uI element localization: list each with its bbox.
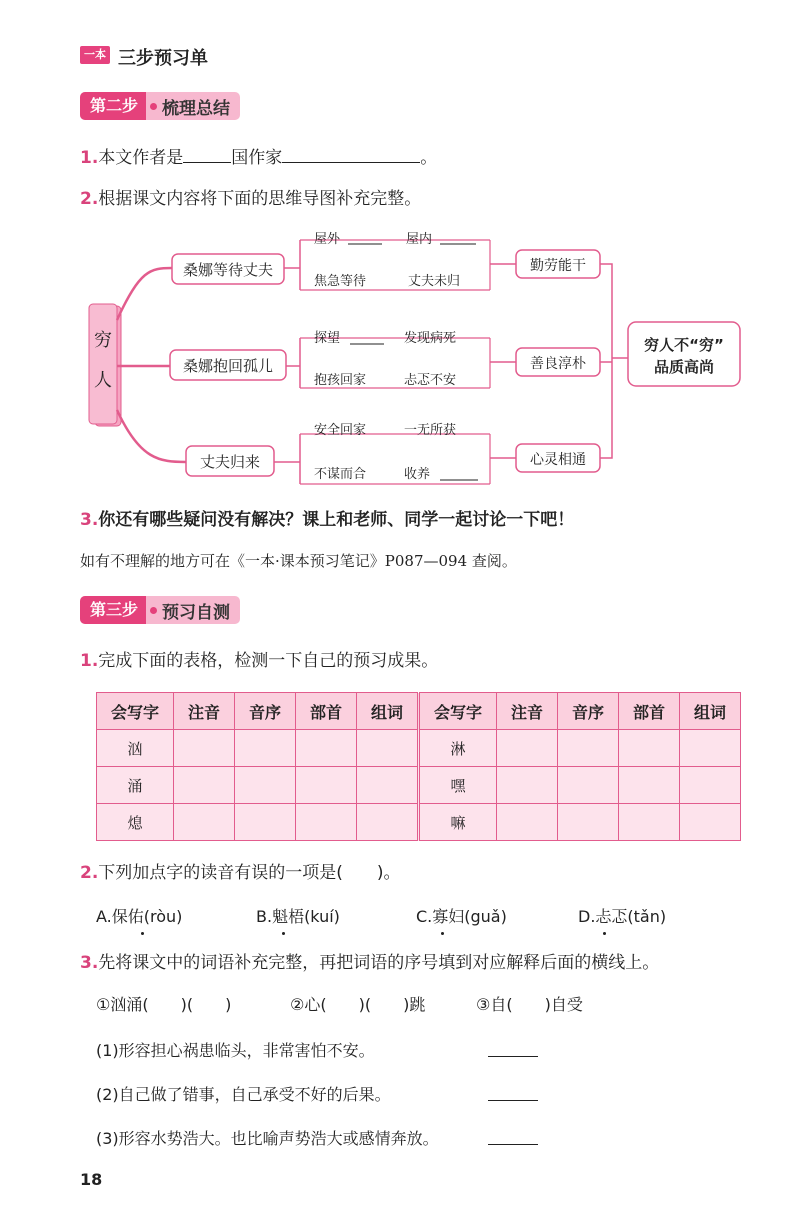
answer-cell[interactable] xyxy=(558,767,619,804)
option-d[interactable]: D.忐忑(tǎn) xyxy=(578,907,667,926)
answer-cell[interactable] xyxy=(296,804,357,841)
table-header-row xyxy=(97,693,741,730)
mindmap-item: 丈夫未归 xyxy=(408,274,461,289)
bullet-dot-icon xyxy=(150,607,157,614)
mindmap-item: 收养 xyxy=(404,467,431,482)
step2-question-3 xyxy=(80,509,574,531)
answer-cell[interactable] xyxy=(235,767,296,804)
answer-cell[interactable] xyxy=(619,730,680,767)
question-number: 1. xyxy=(80,651,99,671)
question-text: 本文作者是 xyxy=(98,148,184,168)
mindmap-summary-line2: 品质高尚 xyxy=(653,358,714,376)
mindmap-root-char2: 人 xyxy=(94,370,112,391)
page-header-title: 三步预习单 xyxy=(118,48,208,69)
table-char-cell: 涌 xyxy=(97,767,174,804)
table-row xyxy=(97,767,741,804)
answer-cell[interactable] xyxy=(235,730,296,767)
mindmap-branch-label: 桑娜抱回孤儿 xyxy=(182,357,273,375)
answer-cell[interactable] xyxy=(558,730,619,767)
answer-blank[interactable] xyxy=(488,1144,538,1145)
emphasis-dot-icon xyxy=(282,932,285,935)
answer-cell[interactable] xyxy=(296,730,357,767)
answer-cell[interactable] xyxy=(619,767,680,804)
table-char-cell: 淋 xyxy=(419,730,497,767)
question-number: 3. xyxy=(80,510,99,530)
mindmap-connector xyxy=(117,410,186,462)
table-header: 部首 xyxy=(296,693,357,730)
mindmap-root-box-front xyxy=(89,304,117,424)
step3-banner xyxy=(80,596,240,624)
definition-3: (3)形容水势浩大。也比喻声势浩大或感情奔放。 xyxy=(96,1129,439,1148)
answer-blank[interactable] xyxy=(488,1056,538,1057)
answer-cell[interactable] xyxy=(174,730,235,767)
mindmap-item: 发现病死 xyxy=(404,331,457,346)
question-number: 2. xyxy=(80,863,99,883)
question-text: 你还有哪些疑问没有解决？课上和老师、同学一起讨论一下吧！ xyxy=(98,510,575,530)
mindmap-item: 不谋而合 xyxy=(314,467,367,482)
table-header: 组词 xyxy=(680,693,741,730)
step3-question-2 xyxy=(80,862,401,884)
mindmap-item: 忐忑不安 xyxy=(404,373,457,388)
mindmap-item: 焦急等待 xyxy=(314,274,367,289)
mindmap-connector xyxy=(117,268,172,320)
mindmap-branch-label: 丈夫归来 xyxy=(199,453,260,471)
question-number: 3. xyxy=(80,953,99,973)
brand-logo: 一本 xyxy=(80,46,110,64)
mindmap-trait: 心灵相通 xyxy=(530,452,586,468)
mindmap-item: 抱孩回家 xyxy=(314,373,367,388)
mindmap-item: 探望 xyxy=(314,331,341,346)
answer-cell[interactable] xyxy=(174,804,235,841)
table-char-cell: 汹 xyxy=(97,730,174,767)
answer-cell[interactable] xyxy=(296,767,357,804)
table-header: 会写字 xyxy=(419,693,497,730)
emphasis-dot-icon xyxy=(141,932,144,935)
answer-cell[interactable] xyxy=(680,804,741,841)
option-a[interactable]: A.保佑(ròu) xyxy=(96,907,183,926)
step2-tag: 第二步 xyxy=(80,92,146,120)
definition-2: (2)自己做了错事，自己承受不好的后果。 xyxy=(96,1085,391,1104)
table-char-cell: 嘿 xyxy=(419,767,497,804)
table-row xyxy=(97,730,741,767)
table-row xyxy=(97,804,741,841)
question-text: 根据课文内容将下面的思维导图补充完整。 xyxy=(98,189,422,209)
mindmap-item: 屋内 xyxy=(406,232,433,247)
table-header: 音序 xyxy=(558,693,619,730)
answer-cell[interactable] xyxy=(357,730,419,767)
question-number: 1. xyxy=(80,148,99,168)
mindmap-trait: 善良淳朴 xyxy=(530,356,586,372)
question-text: 完成下面的表格，检测一下自己的预习成果。 xyxy=(98,651,439,671)
mind-map xyxy=(0,0,800,500)
option-c[interactable]: C.寡妇(guǎ) xyxy=(416,907,507,926)
mindmap-summary-line1: 穷人不“穷” xyxy=(644,336,724,354)
table-header: 部首 xyxy=(619,693,680,730)
emphasis-dot-icon xyxy=(603,932,606,935)
answer-cell[interactable] xyxy=(619,804,680,841)
answer-cell[interactable] xyxy=(497,730,558,767)
question-text: 先将课文中的词语补充完整，再把词语的序号填到对应解释后面的横线上。 xyxy=(98,953,660,973)
question-number: 2. xyxy=(80,189,99,209)
table-header: 会写字 xyxy=(97,693,174,730)
step3-tag: 第三步 xyxy=(80,596,146,624)
answer-cell[interactable] xyxy=(497,767,558,804)
question-text: 下列加点字的读音有误的一项是( )。 xyxy=(98,863,401,883)
emphasis-dot-icon xyxy=(441,932,444,935)
question-text: 。 xyxy=(420,148,438,168)
mindmap-item: 屋外 xyxy=(314,232,341,247)
table-header: 音序 xyxy=(235,693,296,730)
mindmap-item: 安全回家 xyxy=(314,423,367,438)
step3-question-3 xyxy=(80,952,659,974)
table-char-cell: 熄 xyxy=(97,804,174,841)
reference-note: 如有不理解的地方可在《一本·课本预习笔记》P087—094 查阅。 xyxy=(80,552,517,570)
word-item-2: ②心( )( )跳 xyxy=(290,995,426,1014)
table-header: 组词 xyxy=(357,693,419,730)
answer-cell[interactable] xyxy=(680,767,741,804)
table-header: 注音 xyxy=(497,693,558,730)
answer-cell[interactable] xyxy=(357,804,419,841)
mindmap-branch-label: 桑娜等待丈夫 xyxy=(182,261,273,279)
mindmap-trait: 勤劳能干 xyxy=(530,258,586,274)
step3-label: 预习自测 xyxy=(162,602,231,623)
step2-label: 梳理总结 xyxy=(162,98,231,119)
answer-blank[interactable] xyxy=(488,1100,538,1101)
table-char-cell: 嘛 xyxy=(419,804,497,841)
answer-cell[interactable] xyxy=(558,804,619,841)
answer-cell[interactable] xyxy=(174,767,235,804)
step3-question-1 xyxy=(80,650,438,672)
page-number: 18 xyxy=(80,1170,103,1189)
mindmap-item: 一无所获 xyxy=(404,423,457,438)
word-item-1: ①汹涌( )( ) xyxy=(96,995,232,1014)
table-header: 注音 xyxy=(174,693,235,730)
mindmap-root-char1: 穷 xyxy=(94,330,112,351)
definition-1: (1)形容担心祸患临头，非常害怕不安。 xyxy=(96,1041,375,1060)
preview-table xyxy=(96,692,741,841)
word-item-3: ③自( )自受 xyxy=(476,995,583,1014)
answer-cell[interactable] xyxy=(357,767,419,804)
question-text: 国作家 xyxy=(231,148,283,168)
answer-cell[interactable] xyxy=(235,804,296,841)
option-b[interactable]: B.魁梧(kuí) xyxy=(256,907,340,926)
answer-cell[interactable] xyxy=(497,804,558,841)
answer-cell[interactable] xyxy=(680,730,741,767)
